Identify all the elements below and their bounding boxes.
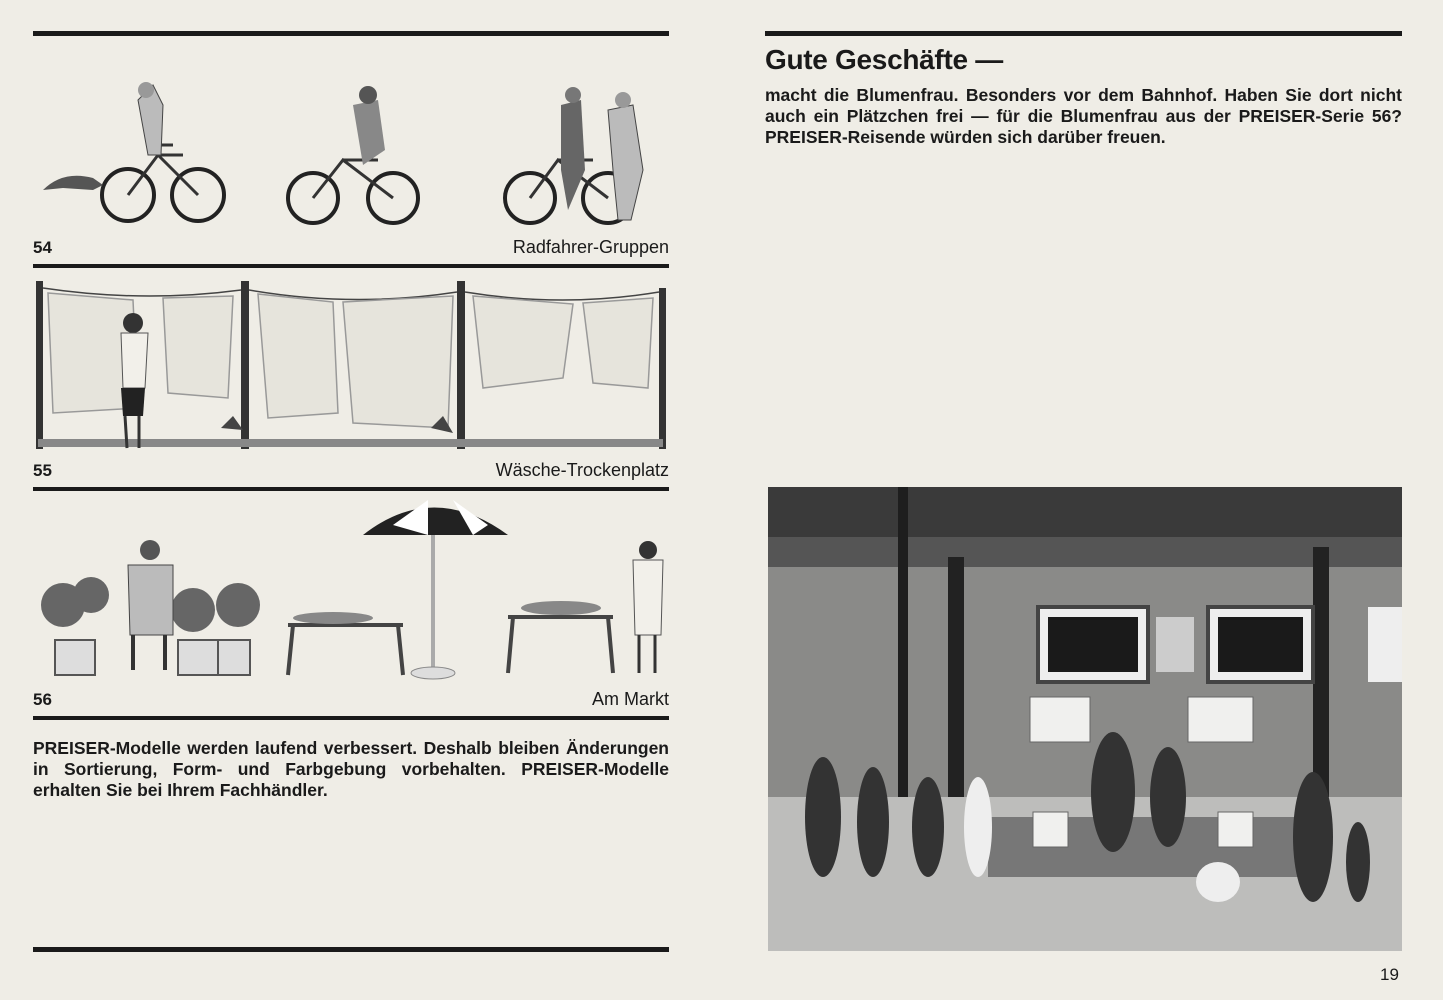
headline: Gute Geschäfte — <box>765 44 1003 75</box>
group-caption: Wäsche-Trockenplatz <box>495 460 669 480</box>
page-number: 19 <box>1380 965 1399 984</box>
group-caption: Am Markt <box>591 689 669 709</box>
market-illustration <box>33 495 669 685</box>
group-number: 56 <box>33 690 52 709</box>
group-number: 54 <box>33 238 52 257</box>
top-rule-right <box>765 31 1402 36</box>
group-number: 55 <box>33 461 52 480</box>
divider-54 <box>33 264 669 268</box>
divider-55 <box>33 487 669 491</box>
bottom-rule-left <box>33 947 669 952</box>
top-rule-left <box>33 31 669 36</box>
laundry-line-illustration <box>33 278 669 453</box>
station-photo <box>768 487 1402 951</box>
footer-note: PREISER-Modelle werden laufend verbessert. Deshalb bleiben Änderungen in Sortierung, Form- und Farbgebung vorbehalten. PREISER-Modelle erhalten Sie bei Ihrem Fachhändler. <box>33 738 669 800</box>
cyclist-groups-illustration <box>33 60 669 230</box>
intro-paragraph: macht die Blumenfrau. Besonders vor dem Bahnhof. Haben Sie dort nicht auch ein Plätzchen frei — für die Blumenfrau aus der PREISER-Serie 56? PREISER-Reisende würden sich darüber freuen. <box>765 85 1402 147</box>
divider-56 <box>33 716 669 720</box>
group-caption: Radfahrer-Gruppen <box>512 237 669 257</box>
